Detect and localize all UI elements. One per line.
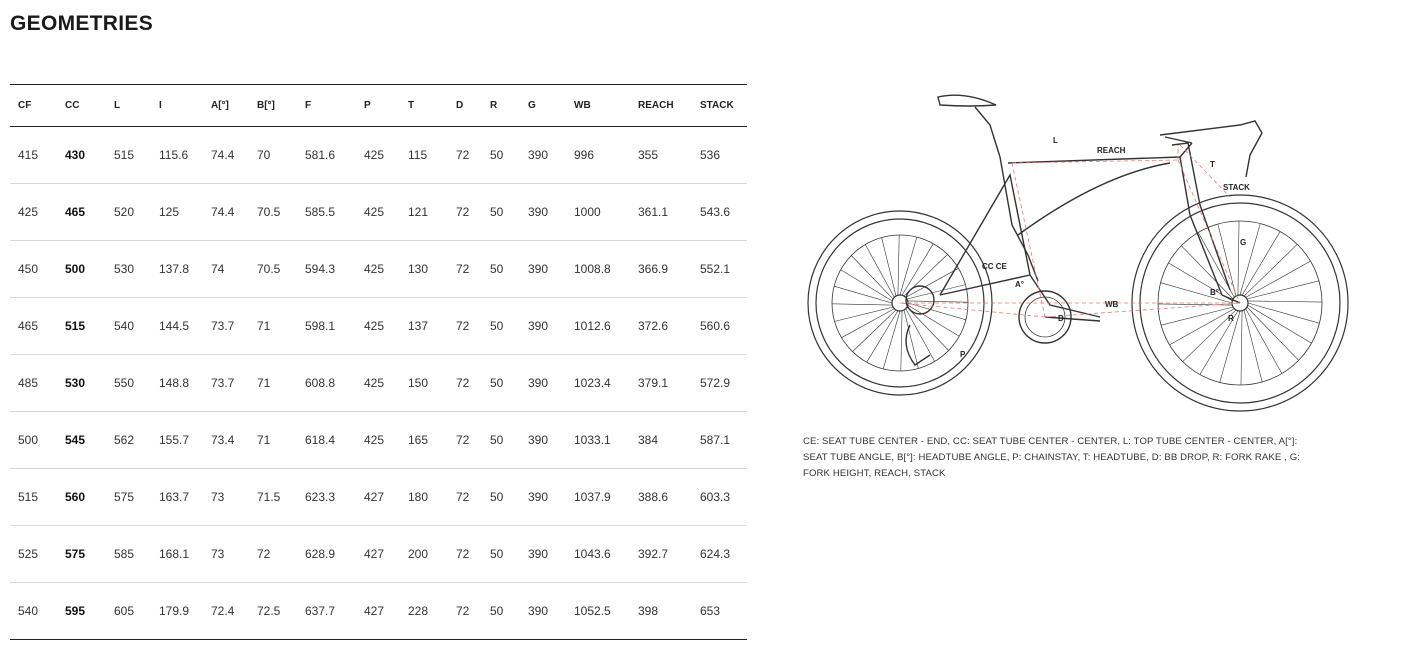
table-cell: 465 xyxy=(10,298,57,355)
spoke xyxy=(1247,281,1319,299)
table-cell: 366.9 xyxy=(630,241,692,298)
table-cell: 372.6 xyxy=(630,298,692,355)
column-header: G xyxy=(520,85,566,127)
table-cell: 1012.6 xyxy=(566,298,630,355)
table-cell: 515 xyxy=(106,127,151,184)
table-cell: 427 xyxy=(356,526,400,583)
label-d: D xyxy=(1058,314,1064,323)
table-cell: 545 xyxy=(57,412,106,469)
column-header: T xyxy=(400,85,448,127)
table-cell: 144.5 xyxy=(151,298,203,355)
column-header: STACK xyxy=(692,85,747,127)
table-cell: 520 xyxy=(106,184,151,241)
column-header: B[°] xyxy=(249,85,297,127)
table-cell: 137.8 xyxy=(151,241,203,298)
geometry-table xyxy=(10,84,747,640)
spoke xyxy=(832,304,892,305)
table-cell: 598.1 xyxy=(297,298,356,355)
table-cell: 525 xyxy=(10,526,57,583)
spoke xyxy=(901,311,902,371)
table-cell: 653 xyxy=(692,583,747,640)
table-row xyxy=(10,583,747,640)
table-cell: 587.1 xyxy=(692,412,747,469)
geometry-legend: CE: SEAT TUBE CENTER - END, CC: SEAT TUBE CENTER - CENTER, L: TOP TUBE CENTER - CENTER, A[°]: SEAT TUBE ANGLE, B[°]: HEADTUBE ANGLE, P: CHAINSTAY, T: HEADTUBE, D: BB DROP, R: FORK RAKE , G: FORK HEIGHT, REACH, STACK xyxy=(803,436,1301,479)
label-wb: WB xyxy=(1105,300,1119,309)
table-cell: 500 xyxy=(10,412,57,469)
table-cell: 427 xyxy=(356,583,400,640)
table-cell: 595 xyxy=(57,583,106,640)
table-cell: 550 xyxy=(106,355,151,412)
table-cell: 50 xyxy=(482,469,520,526)
table-cell: 74.4 xyxy=(203,127,249,184)
table-cell: 168.1 xyxy=(151,526,203,583)
table-cell: 425 xyxy=(356,241,400,298)
spoke xyxy=(1242,232,1280,296)
label-g: G xyxy=(1240,238,1247,247)
table-cell: 425 xyxy=(10,184,57,241)
table-cell: 530 xyxy=(57,355,106,412)
table-cell: 71.5 xyxy=(249,469,297,526)
label-cc-ce: CC CE xyxy=(982,262,1007,271)
label-r: R xyxy=(1228,314,1234,323)
spoke xyxy=(1246,309,1282,374)
table-cell: 1037.9 xyxy=(566,469,630,526)
spoke xyxy=(841,270,893,301)
table-cell: 575 xyxy=(57,526,106,583)
table-cell: 72 xyxy=(448,184,482,241)
table-cell: 137 xyxy=(400,298,448,355)
label-reach: REACH xyxy=(1097,146,1126,155)
table-cell: 200 xyxy=(400,526,448,583)
table-body xyxy=(10,127,747,640)
table-row xyxy=(10,241,747,298)
table-cell: 50 xyxy=(482,241,520,298)
table-cell: 536 xyxy=(692,127,747,184)
spoke xyxy=(908,305,960,336)
table-cell: 637.7 xyxy=(297,583,356,640)
table-cell: 390 xyxy=(520,241,566,298)
table-cell: 73.4 xyxy=(203,412,249,469)
column-header: F xyxy=(297,85,356,127)
table-cell: 543.6 xyxy=(692,184,747,241)
table-cell: 50 xyxy=(482,412,520,469)
table-cell: 72 xyxy=(448,526,482,583)
table-cell: 1023.4 xyxy=(566,355,630,412)
table-cell: 390 xyxy=(520,298,566,355)
table-cell: 121 xyxy=(400,184,448,241)
table-cell: 163.7 xyxy=(151,469,203,526)
table-cell: 427 xyxy=(356,469,400,526)
table-cell: 72 xyxy=(448,127,482,184)
table-cell: 70.5 xyxy=(249,241,297,298)
spoke xyxy=(1241,311,1242,385)
spoke xyxy=(1248,305,1312,343)
table-cell: 379.1 xyxy=(630,355,692,412)
table-cell: 71 xyxy=(249,298,297,355)
table-cell: 73.7 xyxy=(203,298,249,355)
table-cell: 72 xyxy=(448,469,482,526)
table-cell: 390 xyxy=(520,412,566,469)
column-header: REACH xyxy=(630,85,692,127)
table-cell: 415 xyxy=(10,127,57,184)
table-cell: 450 xyxy=(10,241,57,298)
column-header: CC xyxy=(57,85,106,127)
table-row xyxy=(10,298,747,355)
table-cell: 72 xyxy=(448,298,482,355)
table-cell: 530 xyxy=(106,241,151,298)
spoke xyxy=(867,311,898,363)
table-row xyxy=(10,355,747,412)
table-cell: 540 xyxy=(106,298,151,355)
table-cell: 585 xyxy=(106,526,151,583)
table-header-row xyxy=(10,85,747,127)
table-cell: 605 xyxy=(106,583,151,640)
table-cell: 361.1 xyxy=(630,184,692,241)
table-cell: 572.9 xyxy=(692,355,747,412)
table-cell: 562 xyxy=(106,412,151,469)
table-cell: 425 xyxy=(356,127,400,184)
table-cell: 425 xyxy=(356,184,400,241)
table-cell: 425 xyxy=(356,355,400,412)
label-a: A° xyxy=(1015,280,1024,289)
table-cell: 540 xyxy=(10,583,57,640)
table-cell: 72.5 xyxy=(249,583,297,640)
label-l: L xyxy=(1053,136,1058,145)
table-row xyxy=(10,469,747,526)
column-header: WB xyxy=(566,85,630,127)
table-cell: 165 xyxy=(400,412,448,469)
spoke xyxy=(898,235,899,295)
table-cell: 150 xyxy=(400,355,448,412)
table-cell: 180 xyxy=(400,469,448,526)
table-cell: 72 xyxy=(448,355,482,412)
table-row xyxy=(10,184,747,241)
spoke xyxy=(1161,307,1233,325)
table-cell: 581.6 xyxy=(297,127,356,184)
table-row xyxy=(10,412,747,469)
label-p: P xyxy=(960,350,966,359)
table-cell: 585.5 xyxy=(297,184,356,241)
table-cell: 50 xyxy=(482,298,520,355)
table-cell: 74.4 xyxy=(203,184,249,241)
table-cell: 392.7 xyxy=(630,526,692,583)
table-cell: 390 xyxy=(520,583,566,640)
table-cell: 71 xyxy=(249,412,297,469)
table-cell: 390 xyxy=(520,526,566,583)
table-cell: 115.6 xyxy=(151,127,203,184)
table-cell: 74 xyxy=(203,241,249,298)
table-cell: 50 xyxy=(482,127,520,184)
table-cell: 73 xyxy=(203,526,249,583)
page-title: GEOMETRIES xyxy=(10,12,154,35)
table-cell: 72 xyxy=(448,241,482,298)
table-cell: 1043.6 xyxy=(566,526,630,583)
spoke xyxy=(1238,221,1239,295)
table-cell: 603.3 xyxy=(692,469,747,526)
spoke xyxy=(1246,261,1311,297)
table-cell: 72 xyxy=(448,412,482,469)
table-cell: 1008.8 xyxy=(566,241,630,298)
table-cell: 1033.1 xyxy=(566,412,630,469)
table-cell: 594.3 xyxy=(297,241,356,298)
table-cell: 996 xyxy=(566,127,630,184)
table-cell: 130 xyxy=(400,241,448,298)
bike-geometry-diagram xyxy=(800,85,1360,425)
label-stack: STACK xyxy=(1223,183,1250,192)
table-cell: 390 xyxy=(520,127,566,184)
table-cell: 608.8 xyxy=(297,355,356,412)
spoke xyxy=(1218,224,1236,296)
column-header: D xyxy=(448,85,482,127)
table-cell: 1000 xyxy=(566,184,630,241)
table-cell: 425 xyxy=(356,412,400,469)
label-b: B° xyxy=(1210,288,1219,297)
table-cell: 73.7 xyxy=(203,355,249,412)
table-cell: 560 xyxy=(57,469,106,526)
table-cell: 125 xyxy=(151,184,203,241)
table-cell: 50 xyxy=(482,526,520,583)
spoke xyxy=(1169,309,1234,345)
column-header: R xyxy=(482,85,520,127)
table-row xyxy=(10,127,747,184)
column-header: I xyxy=(151,85,203,127)
table-cell: 70 xyxy=(249,127,297,184)
column-header: L xyxy=(106,85,151,127)
table-cell: 624.3 xyxy=(692,526,747,583)
table-cell: 560.6 xyxy=(692,298,747,355)
spoke xyxy=(1244,310,1262,382)
column-header: A[°] xyxy=(203,85,249,127)
table-cell: 72.4 xyxy=(203,583,249,640)
table-cell: 628.9 xyxy=(297,526,356,583)
table-cell: 430 xyxy=(57,127,106,184)
table-cell: 515 xyxy=(57,298,106,355)
table-cell: 179.9 xyxy=(151,583,203,640)
table-row xyxy=(10,526,747,583)
column-header: P xyxy=(356,85,400,127)
table-cell: 384 xyxy=(630,412,692,469)
table-cell: 50 xyxy=(482,184,520,241)
table-cell: 155.7 xyxy=(151,412,203,469)
spoke xyxy=(852,310,896,352)
spoke xyxy=(907,307,949,351)
spoke xyxy=(908,301,968,302)
table-cell: 70.5 xyxy=(249,184,297,241)
table-cell: 50 xyxy=(482,583,520,640)
column-header: CF xyxy=(10,85,57,127)
table-cell: 72 xyxy=(249,526,297,583)
table-cell: 500 xyxy=(57,241,106,298)
bike-frame xyxy=(906,143,1240,365)
table-cell: 115 xyxy=(400,127,448,184)
table-cell: 552.1 xyxy=(692,241,747,298)
table-cell: 618.4 xyxy=(297,412,356,469)
table-cell: 623.3 xyxy=(297,469,356,526)
table-cell: 388.6 xyxy=(630,469,692,526)
table-cell: 228 xyxy=(400,583,448,640)
table-cell: 390 xyxy=(520,469,566,526)
table-cell: 73 xyxy=(203,469,249,526)
table-cell: 72 xyxy=(448,583,482,640)
spoke xyxy=(1240,224,1260,295)
spoke xyxy=(851,255,893,299)
table-cell: 390 xyxy=(520,355,566,412)
spoke xyxy=(1248,301,1322,302)
table-cell: 575 xyxy=(106,469,151,526)
table-cell: 50 xyxy=(482,355,520,412)
table-cell: 355 xyxy=(630,127,692,184)
spoke xyxy=(1248,303,1319,323)
table-cell: 148.8 xyxy=(151,355,203,412)
table-cell: 71 xyxy=(249,355,297,412)
table-cell: 398 xyxy=(630,583,692,640)
table-cell: 390 xyxy=(520,184,566,241)
table-cell: 515 xyxy=(10,469,57,526)
label-t: T xyxy=(1210,160,1215,169)
table-cell: 485 xyxy=(10,355,57,412)
table-cell: 1052.5 xyxy=(566,583,630,640)
table-cell: 425 xyxy=(356,298,400,355)
table-cell: 465 xyxy=(57,184,106,241)
spoke xyxy=(902,244,933,296)
